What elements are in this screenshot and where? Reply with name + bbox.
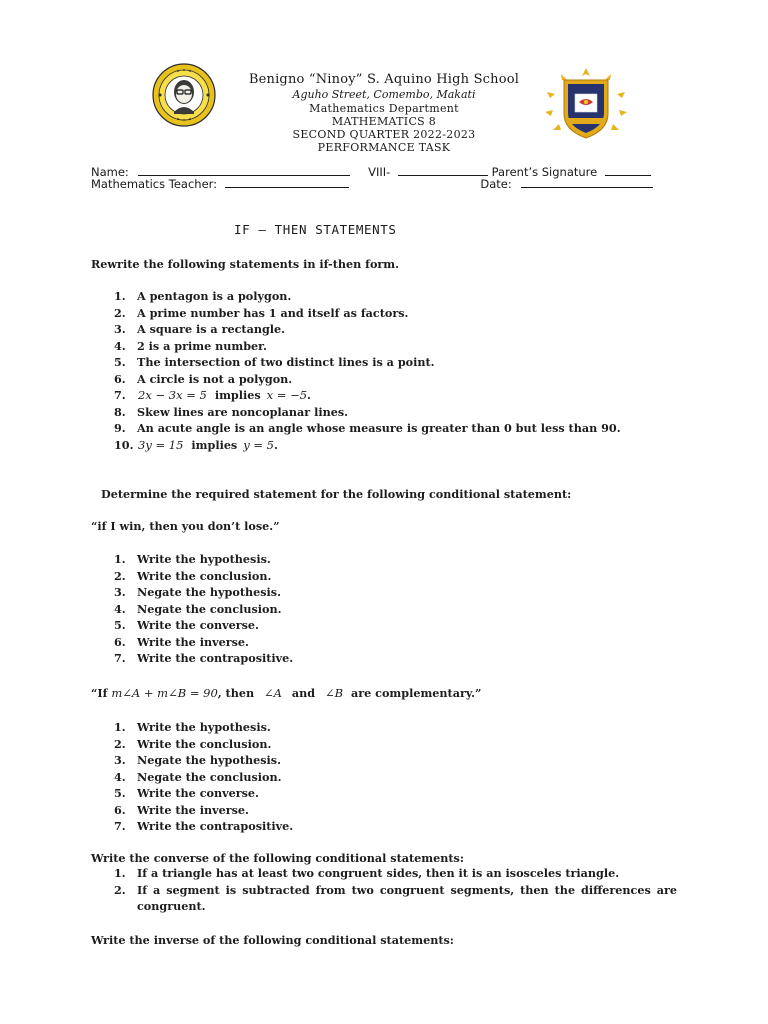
name-label: Name:: [91, 165, 129, 179]
item-number: 3.: [114, 585, 126, 599]
instruction-inverse: Write the inverse of the following conditional statements:: [91, 933, 454, 947]
list-item: [114, 354, 674, 371]
conditional-tasks-list-2: [114, 719, 514, 835]
list-item: [114, 719, 514, 736]
department-badge-logo: [541, 66, 631, 144]
equation: y = 5: [243, 437, 274, 452]
list-item: [114, 321, 674, 338]
converse-statements-list: [114, 865, 677, 915]
item-number: 2.: [114, 568, 126, 583]
item-text: Write the contrapositive.: [137, 819, 294, 833]
name-blank[interactable]: [138, 165, 350, 176]
item-number: 4.: [114, 338, 126, 353]
item-text: Negate the hypothesis.: [137, 585, 281, 599]
list-item: [114, 601, 514, 618]
item-number: 4.: [114, 769, 126, 784]
signature-blank[interactable]: [605, 165, 651, 176]
school-info: [200, 72, 568, 154]
item-number: 3.: [114, 322, 126, 336]
item-text: An acute angle is an angle whose measure is greater than 0 but less than 90.: [137, 421, 621, 435]
list-item: [114, 769, 514, 786]
department: Mathematics Department: [309, 102, 459, 115]
list-item: [114, 420, 674, 437]
conditional-tasks-list-1: [114, 551, 514, 667]
list-item: [114, 437, 674, 454]
document-header: [0, 62, 768, 158]
list-item: [114, 371, 674, 388]
item-text: A pentagon is a polygon.: [137, 289, 292, 303]
list-item: [114, 752, 514, 769]
item-text: Write the inverse.: [137, 634, 249, 649]
item-word: implies: [191, 437, 238, 452]
list-item: [114, 568, 514, 585]
list-item: [114, 338, 674, 355]
angle-b: ∠B: [325, 686, 344, 700]
if-then-statements-list: [114, 288, 674, 453]
page-title: IF – THEN STATEMENTS: [234, 222, 397, 237]
item-number: 7.: [114, 651, 126, 665]
item-number: 2.: [114, 736, 126, 751]
item-text: A prime number has 1 and itself as factors.: [137, 305, 409, 320]
list-item: [114, 785, 514, 802]
equation: x = −5: [266, 388, 308, 402]
equation: 3y = 15: [138, 437, 184, 452]
item-text: Negate the conclusion.: [137, 601, 282, 616]
item-number: 1.: [114, 866, 126, 880]
list-item: [114, 650, 514, 667]
item-word: implies: [214, 388, 261, 402]
item-text: A square is a rectangle.: [137, 322, 286, 336]
list-item: [114, 584, 514, 601]
item-number: 9.: [114, 421, 126, 435]
teacher-date-row: [91, 177, 681, 192]
item-number: 4.: [114, 601, 126, 616]
equation: m∠A + m∠B = 90: [111, 686, 218, 700]
item-number: 7.: [114, 819, 126, 833]
item-number: 8.: [114, 404, 126, 419]
list-item: [114, 617, 514, 634]
teacher-label: Mathematics Teacher:: [91, 177, 218, 191]
list-item: [114, 882, 677, 915]
section-blank[interactable]: [398, 165, 488, 176]
statement-open: “If: [91, 686, 108, 700]
list-item: [114, 305, 674, 322]
item-number: 2.: [114, 882, 126, 897]
item-number: 6.: [114, 371, 126, 386]
item-number: 6.: [114, 802, 126, 817]
item-text: 2 is a prime number.: [137, 338, 267, 353]
item-number: 1.: [114, 720, 126, 734]
item-text: Write the converse.: [137, 618, 259, 632]
item-text: Write the conclusion.: [137, 568, 272, 583]
instruction-conditional: Determine the required statement for the following conditional statement:: [101, 487, 572, 501]
item-number: 5.: [114, 786, 126, 800]
item-text: The intersection of two distinct lines is a point.: [137, 355, 435, 369]
statement-and: and: [291, 686, 316, 700]
school-name: Benigno “Ninoy” S. Aquino High School: [248, 72, 520, 87]
item-number: 5.: [114, 355, 126, 369]
item-text: If a triangle has at least two congruent sides, then it is an isosceles triangle.: [137, 866, 620, 880]
item-text: Write the hypothesis.: [137, 552, 271, 566]
equation: 2x − 3x = 5: [138, 388, 207, 402]
list-item: [114, 387, 674, 404]
instruction-converse: Write the converse of the following conditional statements:: [91, 851, 464, 865]
item-text: Write the contrapositive.: [137, 651, 294, 665]
statement-close: are complementary.”: [351, 686, 482, 700]
subject: MATHEMATICS 8: [331, 115, 437, 128]
item-end: .: [274, 437, 278, 452]
angle-a: ∠A: [264, 686, 282, 700]
item-number: 7.: [114, 388, 126, 402]
item-number: 1.: [114, 289, 126, 303]
section-label: VIII-: [368, 165, 391, 179]
teacher-blank[interactable]: [225, 177, 349, 188]
item-text: If a segment is subtracted from two congruent segments, then the differences are congruent.: [137, 882, 677, 913]
item-text: Negate the conclusion.: [137, 769, 282, 784]
list-item: [114, 865, 677, 882]
item-text: Write the converse.: [137, 786, 259, 800]
item-text: Write the hypothesis.: [137, 720, 271, 734]
conditional-statement-2: [91, 685, 481, 701]
quarter: SECOND QUARTER 2022-2023: [292, 128, 476, 141]
list-item: [114, 404, 674, 421]
list-item: [114, 551, 514, 568]
item-text: Write the conclusion.: [137, 736, 272, 751]
list-item: [114, 818, 514, 835]
item-text: Skew lines are noncoplanar lines.: [137, 404, 349, 419]
list-item: [114, 634, 514, 651]
item-number: 3.: [114, 753, 126, 767]
school-address: Aguho Street, Comembo, Makati: [292, 88, 476, 101]
item-text: Write the inverse.: [137, 802, 249, 817]
item-text: Negate the hypothesis.: [137, 753, 281, 767]
instruction-if-then: Rewrite the following statements in if-then form.: [91, 257, 400, 271]
item-end: .: [307, 388, 311, 402]
item-number: 10.: [114, 437, 134, 452]
date-blank[interactable]: [521, 177, 653, 188]
list-item: [114, 736, 514, 753]
item-number: 5.: [114, 618, 126, 632]
list-item: [114, 288, 674, 305]
statement-then: , then: [217, 686, 255, 700]
item-number: 1.: [114, 552, 126, 566]
item-text: A circle is not a polygon.: [137, 371, 293, 386]
list-item: [114, 802, 514, 819]
conditional-statement-1: “if I win, then you don’t lose.”: [91, 519, 280, 533]
date-label: Date:: [480, 177, 512, 191]
signature-label: Parent’s Signature: [491, 165, 598, 179]
item-number: 2.: [114, 305, 126, 320]
item-number: 6.: [114, 634, 126, 649]
task-type: PERFORMANCE TASK: [317, 141, 451, 154]
